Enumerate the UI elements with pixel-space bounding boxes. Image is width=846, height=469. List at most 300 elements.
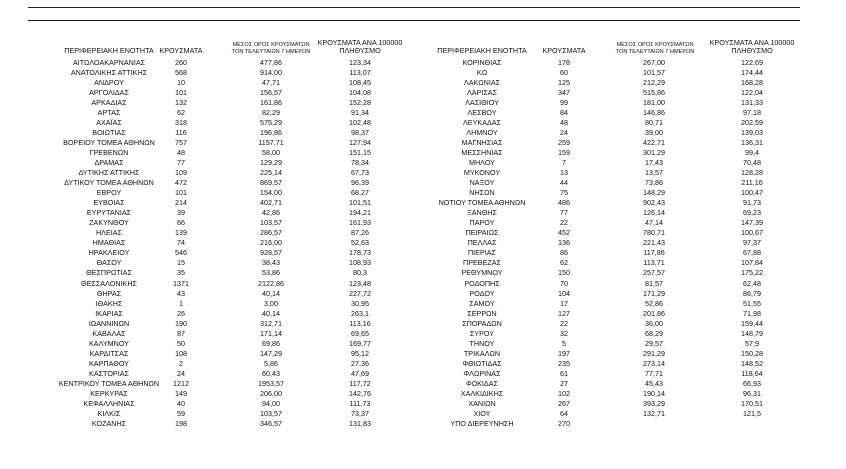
right-cases-cell: 70 [560, 278, 568, 288]
right-per100k-cell: 159,44 [741, 318, 763, 328]
left-per100k-cell: 47,69 [351, 368, 369, 378]
right-avg-cell: 73,86 [645, 178, 663, 188]
table-row [0, 198, 846, 208]
left-region-cell: ΚΑΡΠΑΘΟΥ [89, 358, 129, 368]
left-cases-cell: 48 [177, 147, 185, 157]
table-row [0, 178, 846, 188]
right-cases-cell: 32 [560, 328, 568, 338]
table-row [0, 78, 846, 88]
right-cases-cell: 178 [558, 57, 570, 67]
right-cases-cell: 27 [560, 379, 568, 388]
right-per100k-cell: 100,47 [741, 188, 763, 198]
left-avg-cell: 53,86 [262, 268, 280, 278]
left-cases-cell: 15 [177, 258, 185, 268]
right-cases-cell: 347 [558, 87, 570, 97]
left-per100k-cell: 108,45 [349, 77, 371, 87]
left-cases-cell: 546 [175, 248, 187, 258]
right-avg-cell: 902,43 [643, 198, 665, 208]
right-region-cell: ΧΑΛΚΙΔΙΚΗΣ [460, 389, 504, 399]
left-avg-cell: 154,00 [260, 188, 282, 198]
right-avg-cell: 47,14 [645, 218, 663, 228]
right-avg-cell: 212,29 [643, 77, 665, 87]
left-cases-cell: 214 [175, 198, 187, 208]
left-cases-cell: 260 [175, 57, 187, 67]
right-per100k-cell: 97,18 [743, 107, 761, 117]
left-avg-cell: 156,57 [260, 87, 282, 97]
left-avg-cell: 82,29 [262, 107, 280, 117]
right-avg-cell: 17,43 [645, 157, 663, 167]
table-row [0, 98, 846, 108]
table-row [0, 108, 846, 118]
right-per100k-cell: 168,28 [741, 77, 763, 87]
left-avg-cell: 47,71 [262, 77, 280, 87]
left-region-cell: ΚΟΖΑΝΗΣ [91, 419, 127, 429]
right-cases-cell: 44 [560, 178, 568, 188]
left-region-cell: ΗΛΕΙΑΣ [95, 228, 123, 238]
table-row [0, 258, 846, 268]
right-cases-cell: 24 [560, 127, 568, 137]
right-region-cell: ΛΑΡΙΣΑΣ [466, 87, 498, 97]
right-region-cell: ΡΟΔΟΠΗΣ [464, 278, 500, 288]
left-avg-cell: 2122,86 [258, 278, 284, 288]
right-per100k-cell: 96,31 [743, 389, 761, 399]
left-region-cell: ΘΑΣΟΥ [96, 258, 122, 268]
right-cases-cell: 267 [558, 399, 570, 409]
left-region-cell: ΑΙΤΩΛΟΑΚΑΡΝΑΝΙΑΣ [72, 57, 146, 67]
left-per100k-cell: 87,26 [351, 228, 369, 238]
table-row [0, 58, 846, 68]
left-cases-cell: 190 [175, 318, 187, 328]
right-per100k-cell: 150,28 [741, 348, 763, 358]
left-avg-cell: 225,14 [260, 168, 282, 178]
right-region-cell: ΦΛΩΡΙΝΑΣ [463, 368, 501, 378]
left-region-cell: ΚΙΛΚΙΣ [97, 409, 121, 419]
right-avg-cell: 201,86 [643, 308, 665, 318]
left-region-cell: ΕΒΡΟΥ [96, 188, 122, 198]
right-per100k-cell: 122,69 [741, 57, 763, 67]
right-avg-cell: 780,71 [643, 228, 665, 238]
left-per100k-cell: 123,34 [349, 57, 371, 67]
left-avg-cell: 103,57 [260, 218, 282, 228]
right-cases-cell: 150 [558, 268, 570, 278]
table-row [0, 309, 846, 319]
left-cases-cell: 116 [175, 127, 187, 137]
right-avg-cell: 291,29 [643, 348, 665, 358]
table-row [0, 158, 846, 168]
left-cases-cell: 40 [177, 399, 185, 409]
left-avg-cell: 38,43 [262, 258, 280, 268]
left-avg-cell: 914,00 [260, 67, 282, 77]
right-per100k-cell: 107,84 [741, 258, 763, 268]
right-per100k-cell: 139,03 [741, 127, 763, 137]
left-region-cell: ΑΡΓΟΛΙΔΑΣ [89, 87, 129, 97]
right-per100k-cell: 51,55 [743, 298, 761, 308]
right-per100k-cell: 131,33 [741, 97, 763, 107]
left-cases-cell: 198 [175, 419, 187, 429]
right-avg-cell: 515,86 [643, 87, 665, 97]
right-per100k-cell: 69,23 [743, 208, 761, 218]
table-row [0, 218, 846, 228]
right-cases-cell: 17 [560, 298, 568, 308]
left-cases-cell: 1212 [173, 379, 189, 388]
table-row [0, 319, 846, 329]
left-cases-cell: 10 [177, 77, 185, 87]
table-row [0, 138, 846, 148]
left-avg-cell: 402,71 [260, 198, 282, 208]
left-region-cell: ΙΘΑΚΗΣ [95, 298, 123, 308]
table-row [0, 369, 846, 379]
left-avg-cell: 40,14 [262, 288, 280, 298]
left-per100k-cell: 91,34 [351, 107, 369, 117]
left-avg-cell: 5,86 [264, 358, 278, 368]
right-region-cell: ΣΑΜΟΥ [469, 298, 495, 308]
table-row [0, 419, 846, 429]
right-per100k-cell: 99,4 [745, 147, 759, 157]
right-per100k-cell: 71,98 [743, 308, 761, 318]
left-cases-cell: 26 [177, 308, 185, 318]
left-region-cell: ΕΥΡΥΤΑΝΙΑΣ [86, 208, 132, 218]
left-region-cell: ΚΑΛΥΜΝΟΥ [89, 338, 129, 348]
right-cases-cell: 22 [560, 218, 568, 228]
right-cases-cell: 270 [558, 419, 570, 429]
right-region-cell: ΛΑΚΩΝΙΑΣ [463, 77, 501, 87]
left-cases-cell: 24 [177, 368, 185, 378]
left-cases-cell: 39 [177, 208, 185, 218]
left-avg-cell: 312,71 [260, 318, 282, 328]
right-per100k-cell: 118,64 [741, 368, 763, 378]
left-avg-cell: 286,57 [260, 228, 282, 238]
left-per100k-cell: 78,34 [351, 157, 369, 167]
left-per100k-cell: 123,48 [349, 278, 371, 288]
right-avg-cell: 393,29 [643, 399, 665, 409]
right-region-cell: ΛΗΜΝΟΥ [466, 127, 498, 137]
right-avg-cell: 36,00 [645, 318, 663, 328]
left-per100k-cell: 161,93 [349, 218, 371, 228]
left-per100k-cell: 73,37 [351, 409, 369, 419]
left-cases-cell: 35 [177, 268, 185, 278]
right-avg-cell: 68,29 [645, 328, 663, 338]
right-cases-cell: 77 [560, 208, 568, 218]
right-region-cell: ΝΗΣΩΝ [469, 188, 495, 198]
left-region-cell: ΑΝΑΤΟΛΙΚΗΣ ΑΤΤΙΚΗΣ [70, 67, 148, 77]
right-cases-cell: 84 [560, 107, 568, 117]
table-row [0, 399, 846, 409]
left-avg-cell: 928,57 [260, 248, 282, 258]
right-region-cell: ΛΕΣΒΟΥ [467, 107, 497, 117]
left-cases-cell: 1371 [173, 278, 189, 288]
left-cases-cell: 757 [175, 137, 187, 147]
left-cases-cell: 87 [177, 328, 185, 338]
right-avg-cell: 101,57 [643, 67, 665, 77]
right-cases-cell: 125 [558, 77, 570, 87]
right-cases-cell: 197 [558, 348, 570, 358]
right-region-cell: ΤΗΝΟΥ [469, 338, 495, 348]
left-per100k-cell: 69,65 [351, 328, 369, 338]
left-per100k-cell: 101,51 [349, 198, 371, 208]
right-avg-cell: 126,14 [643, 208, 665, 218]
left-avg-cell: 171,14 [260, 328, 282, 338]
right-avg-cell: 422,71 [643, 137, 665, 147]
right-region-cell: ΥΠΟ ΔΙΕΡΕΥΝΗΣΗ [450, 419, 514, 429]
right-region-cell: ΡΟΔΟΥ [469, 288, 495, 298]
left-avg-cell: 129,29 [260, 157, 282, 167]
table-row [0, 128, 846, 138]
right-cases-cell: 7 [562, 157, 566, 167]
table-row [0, 188, 846, 198]
right-cases-cell: 64 [560, 409, 568, 419]
right-region-cell: ΞΑΝΘΗΣ [467, 208, 497, 218]
left-avg-cell: 60,43 [262, 368, 280, 378]
left-region-cell: ΑΡΚΑΔΙΑΣ [91, 97, 127, 107]
left-avg-cell: 58,00 [262, 147, 280, 157]
right-per100k-cell: 86,79 [743, 288, 761, 298]
left-region-cell: ΘΗΡΑΣ [96, 288, 122, 298]
left-region-cell: ΗΡΑΚΛΕΙΟΥ [88, 248, 130, 258]
right-per100k-cell: 97,37 [743, 238, 761, 248]
table-row [0, 248, 846, 258]
right-avg-cell: 221,43 [643, 238, 665, 248]
left-cases-cell: 109 [175, 168, 187, 178]
left-avg-cell: 103,57 [260, 409, 282, 419]
table-row [0, 359, 846, 369]
right-region-cell: ΠΙΕΡΙΑΣ [467, 248, 496, 258]
right-region-cell: ΜΗΛΟΥ [469, 157, 495, 167]
right-per100k-cell: 147,39 [741, 218, 763, 228]
right-region-cell: ΜΥΚΟΝΟΥ [463, 168, 501, 178]
right-region-cell: ΣΠΟΡΑΔΩΝ [462, 318, 502, 328]
right-per100k-cell: 57,9 [745, 338, 759, 348]
right-cases-cell: 5 [562, 338, 566, 348]
left-cases-cell: 59 [177, 409, 185, 419]
right-cases-cell: 48 [560, 117, 568, 127]
left-per100k-cell: 117,72 [349, 379, 371, 388]
left-region-cell: ΙΩΑΝΝΙΝΩΝ [88, 318, 130, 328]
left-per100k-cell: 96,39 [351, 178, 369, 188]
right-per100k-cell: 174,44 [741, 67, 763, 77]
left-cases-cell: 77 [177, 157, 185, 167]
cases-table-body [0, 58, 846, 430]
left-avg-cell: 216,00 [260, 238, 282, 248]
right-avg-cell: 77,71 [645, 368, 663, 378]
right-per100k-cell: 148,52 [741, 358, 763, 368]
right-avg-cell: 52,86 [645, 298, 663, 308]
left-per100k-cell: 80,3 [353, 268, 367, 278]
left-per100k-cell: 98,37 [351, 127, 369, 137]
right-region-cell: ΝΑΞΟΥ [469, 178, 495, 188]
header-right-region: ΠΕΡΙΦΕΡΕΙΑΚΗ ΕΝΟΤΗΤΑ [437, 46, 527, 55]
right-per100k-cell: 122,04 [741, 87, 763, 97]
left-per100k-cell: 68,27 [351, 188, 369, 198]
right-region-cell: ΤΡΙΚΑΛΩΝ [463, 348, 501, 358]
left-region-cell: ΚΕΝΤΡΙΚΟΥ ΤΟΜΕΑ ΑΘΗΝΩΝ [58, 379, 160, 388]
left-cases-cell: 43 [177, 288, 185, 298]
right-avg-cell: 45,43 [645, 379, 663, 388]
left-per100k-cell: 27,36 [351, 358, 369, 368]
left-region-cell: ΚΕΡΚΥΡΑΣ [90, 389, 128, 399]
right-avg-cell: 117,86 [643, 248, 665, 258]
right-avg-cell: 181,00 [643, 97, 665, 107]
left-per100k-cell: 113,16 [349, 318, 371, 328]
left-region-cell: ΚΑΒΑΛΑΣ [92, 328, 126, 338]
left-region-cell: ΒΟΙΩΤΙΑΣ [92, 127, 126, 137]
table-row [0, 279, 846, 289]
right-avg-cell: 29,57 [645, 338, 663, 348]
right-avg-cell: 13,57 [645, 168, 663, 178]
left-per100k-cell: 104,08 [349, 87, 371, 97]
right-per100k-cell: 211,16 [741, 178, 763, 188]
left-avg-cell: 1157,71 [258, 137, 284, 147]
right-cases-cell: 136 [558, 238, 570, 248]
right-cases-cell: 86 [560, 248, 568, 258]
right-per100k-cell: 62,48 [743, 278, 761, 288]
left-cases-cell: 472 [175, 178, 187, 188]
left-per100k-cell: 111,73 [349, 399, 371, 409]
left-cases-cell: 139 [175, 228, 187, 238]
table-row [0, 238, 846, 248]
left-cases-cell: 50 [177, 338, 185, 348]
right-cases-cell: 13 [560, 168, 568, 178]
left-avg-cell: 575,29 [260, 117, 282, 127]
right-cases-cell: 259 [558, 137, 570, 147]
left-cases-cell: 74 [177, 238, 185, 248]
right-avg-cell: 273,14 [643, 358, 665, 368]
left-region-cell: ΑΧΑΪΑΣ [96, 117, 122, 127]
right-region-cell: ΚΟΡΙΝΘΙΑΣ [462, 57, 502, 67]
right-per100k-cell: 170,51 [741, 399, 763, 409]
right-region-cell: ΦΩΚΙΔΑΣ [466, 379, 498, 388]
left-avg-cell: 161,86 [260, 97, 282, 107]
right-per100k-cell: 66,93 [743, 379, 761, 388]
left-cases-cell: 2 [179, 358, 183, 368]
left-region-cell: ΒΟΡΕΙΟΥ ΤΟΜΕΑ ΑΘΗΝΩΝ [63, 137, 155, 147]
left-per100k-cell: 131,83 [349, 419, 371, 429]
right-avg-cell: 148,29 [643, 188, 665, 198]
left-avg-cell: 3,00 [264, 298, 278, 308]
table-row [0, 389, 846, 399]
left-region-cell: ΔΥΤΙΚΗΣ ΑΤΤΙΚΗΣ [78, 168, 140, 178]
left-per100k-cell: 102,48 [349, 117, 371, 127]
table-row [0, 168, 846, 178]
right-cases-cell: 104 [558, 288, 570, 298]
left-per100k-cell: 169,77 [349, 338, 371, 348]
right-avg-cell: 267,00 [643, 57, 665, 67]
left-per100k-cell: 194,21 [349, 208, 371, 218]
right-region-cell: ΧΑΝΙΩΝ [468, 399, 496, 409]
right-cases-cell: 452 [558, 228, 570, 238]
left-per100k-cell: 113,07 [349, 67, 371, 77]
table-row [0, 379, 846, 389]
left-region-cell: ΗΜΑΘΙΑΣ [92, 238, 126, 248]
right-cases-cell: 235 [558, 358, 570, 368]
table-row [0, 349, 846, 359]
left-per100k-cell: 151,15 [349, 147, 371, 157]
right-region-cell: ΚΩ [476, 67, 488, 77]
right-cases-cell: 102 [558, 389, 570, 399]
right-cases-cell: 486 [558, 198, 570, 208]
right-avg-cell: 190,14 [643, 389, 665, 399]
right-avg-cell: 80,71 [645, 117, 663, 127]
left-region-cell: ΑΝΔΡΟΥ [94, 77, 124, 87]
right-avg-cell: 146,86 [643, 107, 665, 117]
left-per100k-cell: 52,63 [351, 238, 369, 248]
left-cases-cell: 149 [175, 389, 187, 399]
right-per100k-cell: 202,59 [741, 117, 763, 127]
table-row [0, 329, 846, 339]
left-region-cell: ΖΑΚΥΝΘΟΥ [89, 218, 129, 228]
right-avg-cell: 81,57 [645, 278, 663, 288]
right-region-cell: ΛΑΣΙΘΙΟΥ [465, 97, 499, 107]
left-cases-cell: 318 [175, 117, 187, 127]
header-left-region: ΠΕΡΙΦΕΡΕΙΑΚΗ ΕΝΟΤΗΤΑ [64, 46, 154, 55]
right-cases-cell: 22 [560, 318, 568, 328]
right-avg-cell: 301,29 [643, 147, 665, 157]
right-region-cell: ΜΑΓΝΗΣΙΑΣ [461, 137, 503, 147]
left-region-cell: ΚΕΦΑΛΛΗΝΙΑΣ [83, 399, 135, 409]
table-row [0, 409, 846, 419]
right-region-cell: ΣΥΡΟΥ [469, 328, 495, 338]
right-cases-cell: 99 [560, 97, 568, 107]
left-avg-cell: 42,86 [262, 208, 280, 218]
right-avg-cell: 132,71 [643, 409, 665, 419]
left-avg-cell: 1953,57 [258, 379, 284, 388]
right-per100k-cell: 136,31 [741, 137, 763, 147]
left-avg-cell: 196,86 [260, 127, 282, 137]
right-cases-cell: 127 [558, 308, 570, 318]
left-region-cell: ΔΡΑΜΑΣ [94, 157, 124, 167]
left-per100k-cell: 127,94 [349, 137, 371, 147]
left-per100k-cell: 142,76 [349, 389, 371, 399]
right-per100k-cell: 67,88 [743, 248, 761, 258]
left-region-cell: ΘΕΣΣΑΛΟΝΙΚΗΣ [81, 278, 137, 288]
right-region-cell: ΠΑΡΟΥ [469, 218, 495, 228]
header-left-cases: ΚΡΟΥΣΜΑΤΑ [159, 46, 203, 55]
left-region-cell: ΑΡΤΑΣ [97, 107, 121, 117]
left-per100k-cell: 263,1 [351, 308, 369, 318]
right-cases-cell: 61 [560, 368, 568, 378]
table-row [0, 88, 846, 98]
left-cases-cell: 132 [175, 97, 187, 107]
table-row [0, 208, 846, 218]
left-region-cell: ΘΕΣΠΡΩΤΙΑΣ [86, 268, 132, 278]
left-cases-cell: 108 [175, 348, 187, 358]
right-region-cell: ΠΕΛΛΑΣ [467, 238, 497, 248]
left-cases-cell: 62 [177, 107, 185, 117]
left-region-cell: ΚΑΡΔΙΤΣΑΣ [89, 348, 129, 358]
header-right-per100k: ΚΡΟΥΣΜΑΤΑ ΑΝΑ 100000 ΠΛΗΘΥΣΜΟ [709, 38, 795, 56]
left-region-cell: ΚΑΣΤΟΡΙΑΣ [89, 368, 129, 378]
left-cases-cell: 101 [175, 87, 187, 97]
table-row [0, 118, 846, 128]
right-per100k-cell: 148,79 [741, 328, 763, 338]
left-cases-cell: 1 [179, 298, 183, 308]
left-per100k-cell: 95,12 [351, 348, 369, 358]
left-avg-cell: 147,29 [260, 348, 282, 358]
right-cases-cell: 75 [560, 188, 568, 198]
right-region-cell: ΣΕΡΡΩΝ [467, 308, 497, 318]
right-avg-cell: 257,57 [643, 268, 665, 278]
table-row [0, 268, 846, 278]
table-header-rule [28, 20, 800, 21]
left-avg-cell: 206,00 [260, 389, 282, 399]
right-region-cell: ΛΕΥΚΑΔΑΣ [462, 117, 501, 127]
right-per100k-cell: 128,28 [741, 168, 763, 178]
table-row [0, 68, 846, 78]
header-right-avg: ΜΕΣΟΣ ΟΡΟΣ ΚΡΟΥΣΜΑΤΩΝ ΤΟΝ ΤΕΛΕΥΤΑΙΩΝ 7 ΗΜΕΡΩΝ [615, 42, 695, 55]
table-row [0, 299, 846, 309]
table-row [0, 148, 846, 158]
right-avg-cell: 39,00 [645, 127, 663, 137]
left-per100k-cell: 108,93 [349, 258, 371, 268]
